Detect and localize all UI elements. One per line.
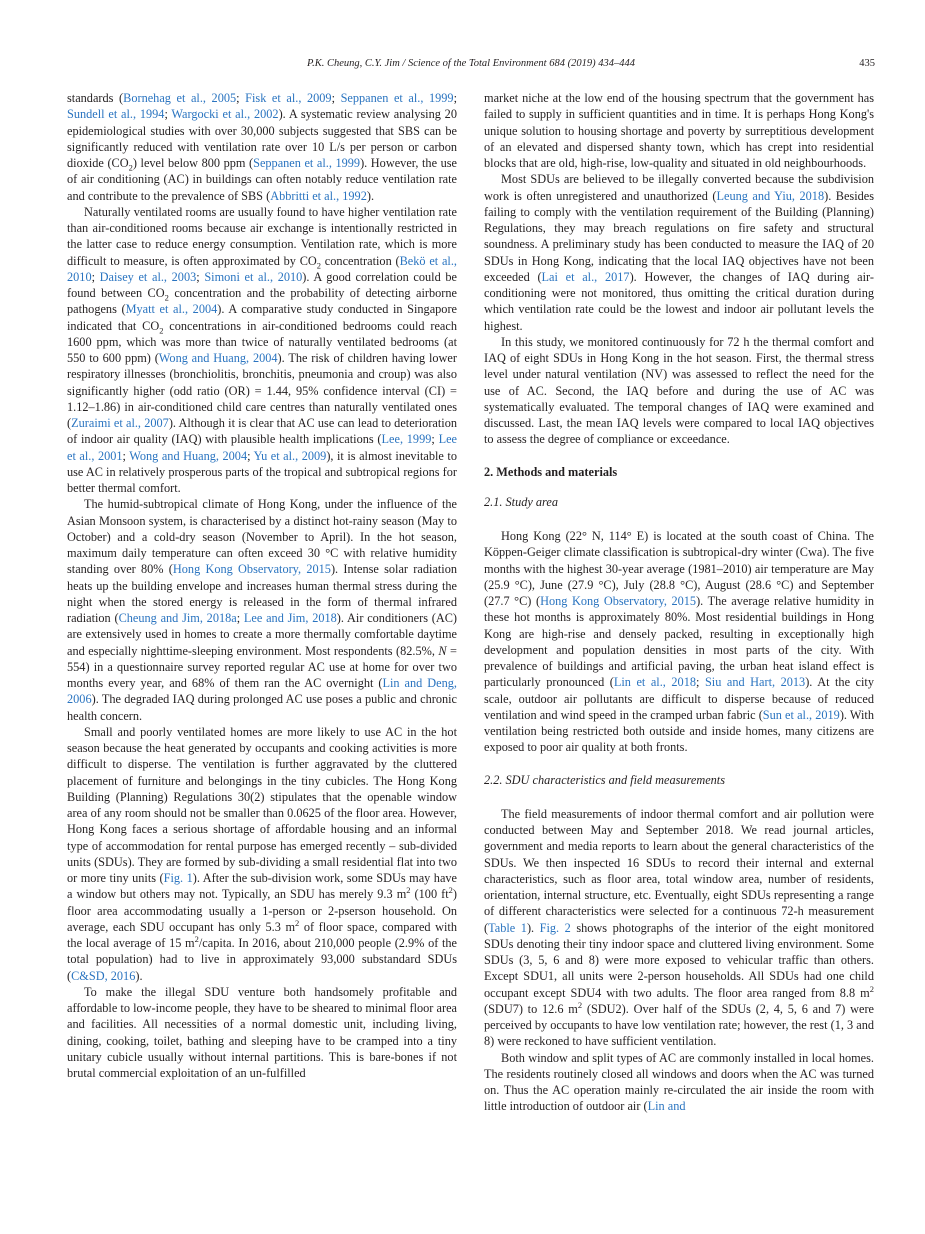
citation-link[interactable]: Simoni et al., 2010 [204, 269, 303, 284]
paragraph: To make the illegal SDU venture both handsomely profitable and affordable to low-income people, they have to be sheared to minimal floor area and facilities. All necessities of a normal domestic unit, including living, dining, cooking, toilet, bathing and sleeping have to be cramped into a tiny unitary cubicle usually without internal partitions. This is bare-bones if not brutal commercial exploitation of an un-fulfilled [67, 984, 457, 1080]
section-heading: 2. Methods and materials [484, 464, 618, 479]
citation-link[interactable]: Zuraimi et al., 2007 [71, 416, 169, 430]
page-number: 435 [859, 58, 875, 69]
citation-link[interactable]: Sundell et al., 1994 [67, 107, 165, 122]
paragraph: Most SDUs are believed to be illegally converted because the subdivision work is often unregistered and unauthorized (Leung and Yiu, 2018). Besides failing to comply with the ventilation requirement of the Building (Planning) Regulations, they may breach regulations on fire safety and structural soundness. A preliminary study has been conducted to measure the IAQ of 20 SDUs in Hong Kong, indicating that the local IAQ objectives have not been exceeded (Lai et al., 2017). However, the changes of IAQ during air-conditioning were not monitored, thus omitting the critical duration during which ventilation rate could be the lowest and indoor air pollutant levels the highest. [484, 172, 875, 333]
citation-link[interactable]: Lee and Jim, 2018 [243, 611, 337, 625]
citation-link[interactable]: Wargocki et al., 2002 [171, 107, 279, 122]
right-column [484, 90, 874, 1115]
citation-link[interactable]: Lin et al., 2018 [613, 675, 696, 690]
citation-link[interactable]: Leung and Yiu, 2018 [716, 188, 825, 203]
journal-citation: P.K. Cheung, C.Y. Jim / Science of the Total Environment 684 (2019) 434–444 [307, 58, 635, 69]
citation-link[interactable]: Yu et al., 2009 [253, 448, 327, 463]
citation-link[interactable]: Lin and Deng, 2006 [67, 676, 457, 707]
table-link[interactable]: Table 1 [488, 920, 527, 935]
citation-link[interactable]: Lai et al., 2017 [541, 269, 630, 284]
citation-link[interactable]: Myatt et al., 2004 [125, 302, 218, 317]
citation-link[interactable]: Lin and [647, 1099, 686, 1114]
paragraph: Hong Kong (22° N, 114° E) is located at the south coast of China. The Köppen-Geiger climate classification is subtropical-dry winter (Cwa). The five months with the highest 30-year average (1981–2010) air temperature are May (25.9 °C), June (27.9 °C), July (28.8 °C), August (28.6 °C) and September (27.7 °C) (Hong Kong Observatory, 2015). The average relative humidity in these hot months is approximately 80%. Most residential buildings in Hong Kong are high-rise and densely packed, resulting in exceptionally high development and population densities in most parts of the city. With prevalence of buildings and artificial paving, the urban heat island effect is particularly pronounced (Lin et al., 2018; Siu and Hart, 2013). At the city scale, outdoor air pollutants are difficult to disperse because of reduced ventilation and wind speed in the cramped urban fabric (Sun et al., 2019). With ventilation being restricted both outside and inside homes, many citizens are exposed to poor air quality at both fronts. [484, 529, 875, 755]
citation-link[interactable]: Abbritti et al., 1992 [270, 188, 367, 203]
running-header [67, 58, 875, 72]
citation-link[interactable]: Wong and Huang, 2004 [129, 448, 248, 463]
paragraph: The humid-subtropical climate of Hong Kong, under the influence of the Asian Monsoon system, is characterised by a distinct hot-rainy season (May to October) and a cold-dry season (November to April). In the hot season, maximum daily temperature can often exceed 30 °C with relative humidity standing over 80% (Hong Kong Observatory, 2015). Intense solar radiation heats up the building envelope and increases human thermal stress during the night when the stored energy is released in the form of thermal infrared radiation (Cheung and Jim, 2018a; Lee and Jim, 2018). Air conditioners (AC) are extensively used in homes to create a more thermally comfortable daytime and especially nighttime-sleeping environment. Most respondents (82.5%, N = 554) in a questionnaire survey reported regular AC use at home for over two months every year, and 68% of them ran the AC overnight (Lin and Deng, 2006). The degraded IAQ during prolonged AC use poses a public and chronic health concern. [67, 497, 458, 723]
citation-link[interactable]: Cheung and Jim, 2018a [118, 611, 237, 625]
subsection-heading: 2.2. SDU characteristics and field measurements [484, 772, 726, 787]
paragraph: standards (Bornehag et al., 2005; Fisk et al., 2009; Seppanen et al., 1999; Sundell et al., 1994; Wargocki et al., 2002). A systematic review analysing 20 epidemiological studies with over 30,000 subjects suggested that SBS can be significantly reduced with ventilation rate over 10 L/s per person or carbon dioxide $(CO_2)$ level below 800 ppm (Seppanen et al., 1999). However, the use of air conditioning (AC) in buildings can often notably reduce ventilation rate and contribute to the prevalence of SBS (Abbritti et al., 1992). [67, 91, 458, 203]
paragraph: Small and poorly ventilated homes are more likely to use AC in the hot season because the heat generated by occupants and cooking activities is more difficult to disperse. The ventilation is further aggravated by the cluttered placement of furniture and belongings in the tiny cubicles. The Hong Kong Building (Planning) Regulations 30(2) stipulates that the openable window area of any room should not be smaller than 0.0625 of the floor area. However, Hong Kong faces a serious shortage of affordable housing and an informal type of accommodation for rental purpose has emerged recently – sub-divided units (SDUs). They are formed by sub-dividing a small residential flat into two or more tiny units (Fig. 1). After the sub-division work, some SDUs may have a window but others may not. Typically, an SDU has merely 9.3 $m^2$ (100 $ft^2$) floor area accommodating usually a 1-person or 2-pserson household. On average, each SDU occupant has only 5.3 $m^2$ of floor space, compared with the local average of 15 $m^2$/capita. In 2016, about 210,000 people (2.9% of the total population) had to live in approximately 93,000 substandard SDUs (C&SD, 2016). [67, 724, 458, 983]
citation-link[interactable]: Sun et al., 2019 [762, 707, 840, 722]
citation-link[interactable]: Hong Kong Observatory, 2015 [172, 562, 331, 577]
paragraph: Both window and split types of AC are commonly installed in local homes. The residents routinely closed all windows and doors when the AC was turned on. Thus the AC operation mainly re-circulated the air inside the room with little introduction of outdoor air (Lin and [484, 1050, 874, 1114]
subsection-heading: 2.1. Study area [484, 494, 558, 509]
citation-link[interactable]: Lee et al., 2001 [67, 432, 457, 463]
citation-link[interactable]: Daisey et al., 2003 [99, 269, 197, 284]
citation-link[interactable]: Bekö et al., 2010 [67, 253, 457, 284]
citation-link[interactable]: C&SD, 2016 [71, 968, 136, 983]
figure-link[interactable]: Fig. 1 [163, 871, 193, 885]
citation-link[interactable]: Fisk et al., 2009 [245, 91, 332, 105]
citation-link[interactable]: Seppanen et al., 1999 [340, 91, 454, 105]
paragraph: The field measurements of indoor thermal comfort and air pollution were conducted between May and September 2018. We read journal articles, government and media reports to learn about the general characteristics of the SDUs. We then inspected 16 SDUs to record their internal and external characteristics, such as floor area, total window area, number of residents, orientation, internal structure, etc. Eventually, eight SDUs representing a range of different characteristics were selected for a continuous 72-h measurement (Table 1). Fig. 2 shows photographs of the interior of the eight monitored SDUs denoting their tiny indoor space and cluttered living environment. Some SDUs (3, 5, 6 and 8) were more exposed to vehicular traffic than others. Except SDU1, all units were 2-person households. All SDUs had one child occupant except SDU4 with two adults. The floor area ranged from 8.8 $m^2$ (SDU7) to 12.6 $m^2$ (SDU2). Over half of the SDUs (2, 4, 5, 6 and 7) were perceived by occupants to have low ventilation rate; however, the rest (1, 3 and 8) were reckoned to have sufficient ventilation. [484, 806, 875, 1049]
citation-link[interactable]: Wong and Huang, 2004 [158, 351, 278, 365]
paragraph: In this study, we monitored continuously for 72 h the thermal comfort and IAQ of eight SDUs in Hong Kong in the hot season. First, the thermal stress level under natural ventilation (NV) was assessed to reflect the need for the use of AC. Second, the IAQ before and during the use of AC was systematically evaluated. The temporal changes of IAQ were examined and discussed. Last, the mean IAQ levels were compared to local IAQ objectives to assess the degree of compliance or exceedance. [484, 334, 874, 447]
figure-link[interactable]: Fig. 2 [539, 920, 571, 935]
paragraph: Naturally ventilated rooms are usually found to have higher ventilation rate than air-conditioned rooms because air exchange is intentionally restricted in the latter case to reduce energy consumption. Ventilation rate, which is more difficult to measure, is often approximated by $CO_2$ concentration (Bekö et al., 2010; Daisey et al., 2003; Simoni et al., 2010). A good correlation could be found between $CO_2$ concentration and the probability of detecting airborne pathogens (Myatt et al., 2004). A comparative study conducted in Singapore indicated that $CO_2$ concentrations in air-conditioned bedrooms could reach 1600 ppm, which was more than twice of naturally ventilated bedrooms (at 550 to 600 ppm) (Wong and Huang, 2004). The risk of children having lower respiratory illnesses (bronchiolitis, bronchitis, pneumonia and croup) was also significantly higher (odd ratio (OR) = 1.44, 95% confidence interval (CI) = 1.12–1.86) in air-conditioned child care centres than naturally ventilated ones (Zuraimi et al., 2007). Although it is clear that AC use can lead to deterioration of indoor air quality (IAQ) with plausible health implications (Lee, 1999; Lee et al., 2001; Wong and Huang, 2004; Yu et al., 2009), it is almost inevitable to use AC in relatively prosperous parts of the tropical and subtropical regions for better thermal comfort. [67, 204, 458, 495]
citation-link[interactable]: Siu and Hart, 2013 [704, 675, 806, 690]
left-column [67, 90, 457, 1081]
citation-link[interactable]: Lee, 1999 [381, 432, 432, 447]
paragraph: market niche at the low end of the housing spectrum that the government has failed to supply in sufficient quantities and in time. It is perhaps Hong Kong's unique solution to housing shortage and poverty by surreptitious development of an elevated and dispersed shanty town, which has crept into residential blocks that are old, high-rise, low-quality and situated in old neighbourhoods. [484, 91, 874, 170]
citation-link[interactable]: Seppanen et al., 1999 [253, 156, 361, 170]
citation-link[interactable]: Bornehag et al., 2005 [123, 91, 237, 105]
citation-link[interactable]: Hong Kong Observatory, 2015 [540, 594, 697, 608]
